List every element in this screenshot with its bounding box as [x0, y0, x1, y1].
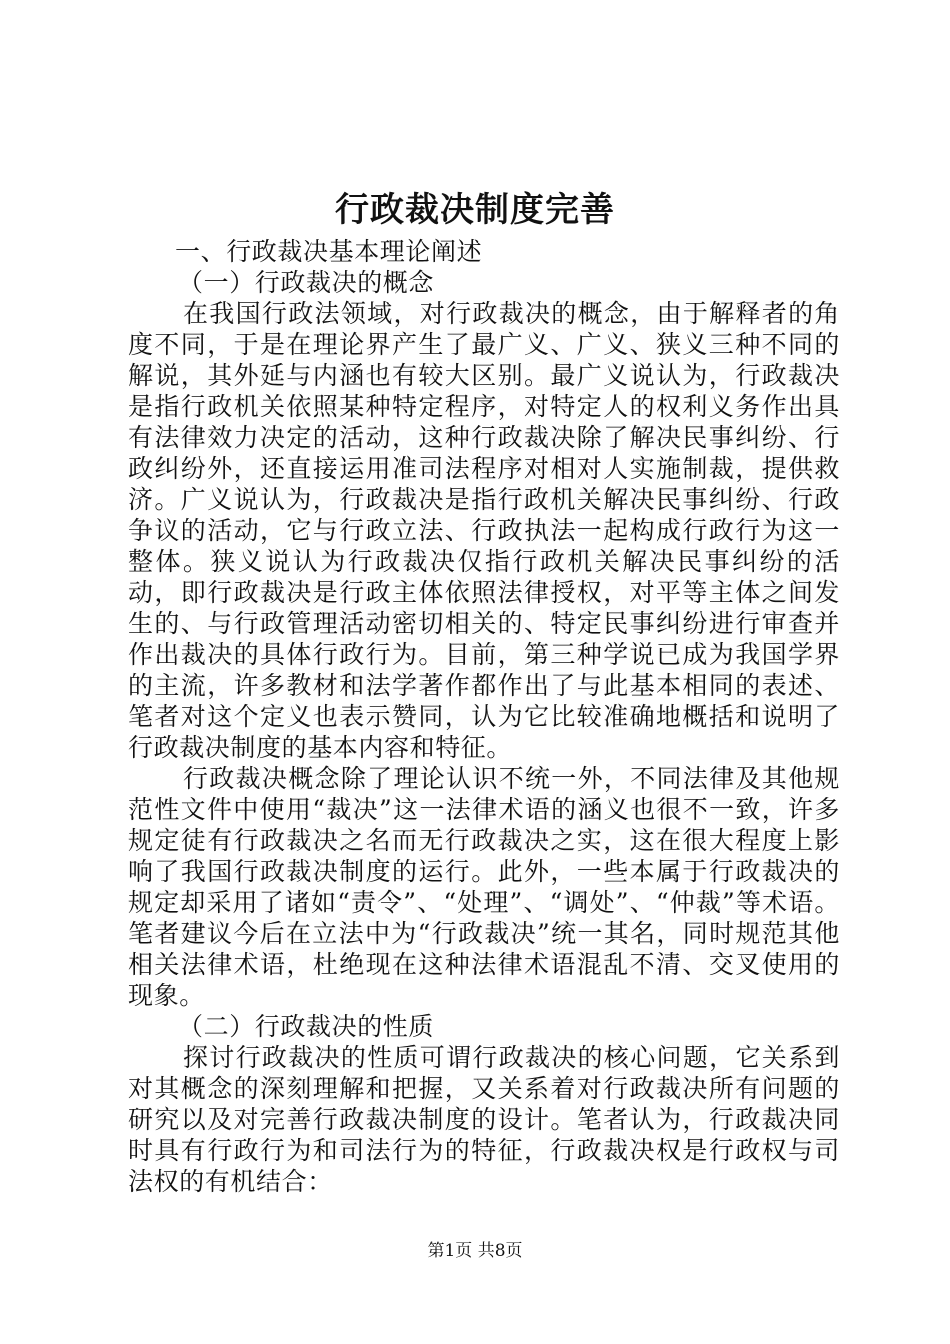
page-footer: 第1页 共8页	[427, 1241, 523, 1261]
section-heading: 一、行政裁决基本理论阐述	[175, 237, 483, 266]
subsection-heading-concept: （一）行政裁决的概念	[178, 268, 435, 297]
document-title: 行政裁决制度完善	[335, 190, 615, 230]
document-body	[128, 236, 840, 1197]
subsection-heading-nature: （二）行政裁决的性质	[178, 1012, 435, 1041]
paragraph-nature: 探讨行政裁决的性质可谓行政裁决的核心问题，它关系到对其概念的深刻理解和把握，又关系着对行政裁决所有问题的研究以及对完善行政裁决制度的设计。笔者认为，行政裁决同时具有行政行为和司法行为的特征，行政裁决权是行政权与司法权的有机结合：	[128, 1043, 840, 1196]
paragraph-terminology: 行政裁决概念除了理论认识不统一外，不同法律及其他规范性文件中使用“裁决”这一法律术语的涵义也很不一致，许多规定徒有行政裁决之名而无行政裁决之实，这在很大程度上影响了我国行政裁决制度的运行。此外，一些本属于行政裁决的规定却采用了诸如“责令”、“处理”、“调处”、“仲裁”等术语。笔者建议今后在立法中为“行政裁决”统一其名，同时规范其他相关法律术语，杜绝现在这种法律术语混乱不清、交叉使用的现象。	[128, 764, 840, 1010]
paragraph-concept-definitions: 在我国行政法领域，对行政裁决的概念，由于解释者的角度不同，于是在理论界产生了最广义、广义、狭义三种不同的解说，其外延与内涵也有较大区别。最广义说认为，行政裁决是指行政机关依照某种特定程序，对特定人的权利义务作出具有法律效力决定的活动，这种行政裁决除了解决民事纠纷、行政纠纷外，还直接运用准司法程序对相对人实施制裁，提供救济。广义说认为，行政裁决是指行政机关解决民事纠纷、行政争议的活动，它与行政立法、行政执法一起构成行政行为这一整体。狭义说认为行政裁决仅指行政机关解决民事纠纷的活动，即行政裁决是行政主体依照法律授权，对平等主体之间发生的、与行政管理活动密切相关的、特定民事纠纷进行审查并作出裁决的具体行政行为。目前，第三种学说已成为我国学界的主流，许多教材和法学著作都作出了与此基本相同的表述、笔者对这个定义也表示赞同，认为它比较准确地概括和说明了行政裁决制度的基本内容和特征。	[128, 299, 840, 762]
